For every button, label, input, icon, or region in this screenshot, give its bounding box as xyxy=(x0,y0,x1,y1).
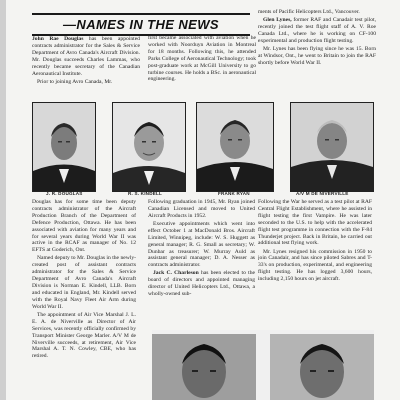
section-header: —NAMES IN THE NEWS xyxy=(32,13,250,36)
portrait-photo-douglas xyxy=(32,102,96,192)
article-paragraph: Following graduation in 1945, Mr. Ryan joined Canadian Licensed and moved to United Aircraft Products in 1952. xyxy=(148,199,255,219)
article-column-top-left xyxy=(32,36,140,108)
article-paragraph: John Rae Douglas has been appointed contracts administrator for the Sales & Service Department of Avro Canada's Aircraft Division. Mr. Douglas succeeds Charles Lammas, who recently became secretary of the Canadian Aeronautical Institute. xyxy=(32,36,140,77)
bottom-portrait-photos xyxy=(152,330,374,400)
article-paragraph: Douglas has for some time been deputy contracts administrator of the Aircraft Production Branch of the Department of Defence Production, Ottawa. He has been associated with aviation for many years and for several years during World War II was active in the RCAF as manager of No. 12 EFTS at Goderich, Ont. xyxy=(32,199,136,254)
page-edge-shadow xyxy=(0,0,6,400)
person-name-lead: Glen Lynes, xyxy=(263,17,292,24)
photo-caption: FRANK RYAN xyxy=(218,191,250,196)
portrait-photo-ryan xyxy=(196,102,274,192)
article-paragraph: Jack C. Charleson has been elected to the board of directors and appointed managing director of United Helicopters Ltd., Ottawa, a wholly-owned sub- xyxy=(148,270,255,298)
article-paragraph: first became associated with aviation when he worked with Noorduyn Aviation in Montreal for 18 months. Following this, he attended Parks College of Aeronautical Technology; took post-graduate work at McGill University to go turbine courses. He holds a BSc. in aeronautical engineering. xyxy=(148,35,256,83)
person-name-lead: Jack C. Charleson xyxy=(153,270,199,277)
article-column-top-middle xyxy=(148,35,256,107)
article-paragraph: Following the War he served as a test pilot at RAF Central Flight Establishment, where he assisted in flight testing the first Vampire. He was later seconded to the U.S. to help with the accelerated flight test programme in connection with the F-84 Thunderjet project. Back in Britain, he carried out additional test flying work. xyxy=(258,199,372,247)
article-paragraph: Executive appointments which went into effect October 1 at MacDonald Bros. Aircraft Limited, Winnipeg, include: W. S. Huggett as general manager; R. G. Small as secretary; W. Dunbar as treasurer; W. Murray Auld as assistant general manager; D. A. Nesser as contracts administrator. xyxy=(148,220,255,269)
article-paragraph: Named deputy to Mr. Douglas in the newly-created post of assistant contracts administrator for the Sales & Service Department of Avro Canada's Aircraft Division is Norman E. Kindell, LLB. Born and educated in England, Mr. Kindell served with the Royal Navy Fleet Air Arm during World War II. xyxy=(32,255,136,310)
article-paragraph: ments of Pacific Helicopters Ltd., Vancouver. xyxy=(258,9,360,15)
photo-caption: J. R. DOUGLAS xyxy=(46,191,83,196)
article-column-bottom-left xyxy=(32,199,136,399)
portrait-photo-kindell xyxy=(112,102,186,192)
person-name-lead: John Rae Douglas xyxy=(32,36,84,42)
article-column-bottom-right xyxy=(258,199,372,329)
photo-caption: R. S. KINDELL xyxy=(128,191,162,196)
article-column-bottom-middle xyxy=(148,199,255,329)
article-paragraph: The appointment of Air Vice Marshal J. L. E. A. de Niverville as Director of Air Services, was recently officially confirmed by Transport Minister George Marler. A/V M de Niverville succeeds, at retirement, Air Vice Marshal A. T. N. Cowley, CBE, who has retired. xyxy=(32,311,136,360)
article-paragraph: Prior to joining Avro Canada, Mr. xyxy=(37,78,113,85)
photo-caption: A/V M DE NIVERVILLE xyxy=(296,191,349,196)
portrait-photo-de-niverville xyxy=(290,102,374,192)
article-paragraph: Mr. Lynes resigned his commission in 1950 to join Canadair, and has since piloted Sabres and T-33's on production, experimental, and engineering flight testing. He has logged 3,600 hours, including 2,150 hours on jet aircraft. xyxy=(258,248,372,283)
article-paragraph: Mr. Lynes has been flying since he was 15. Born at Windsor, Ont., he went to Britain to join the RAF shortly before World War II. xyxy=(258,45,376,66)
article-paragraph: Glen Lynes, former RAF and Canadair test pilot, recently joined the test flight staff of A. V. Roe Canada Ltd., where he is working on CF-100 experimental and production flight testing. xyxy=(258,17,376,44)
